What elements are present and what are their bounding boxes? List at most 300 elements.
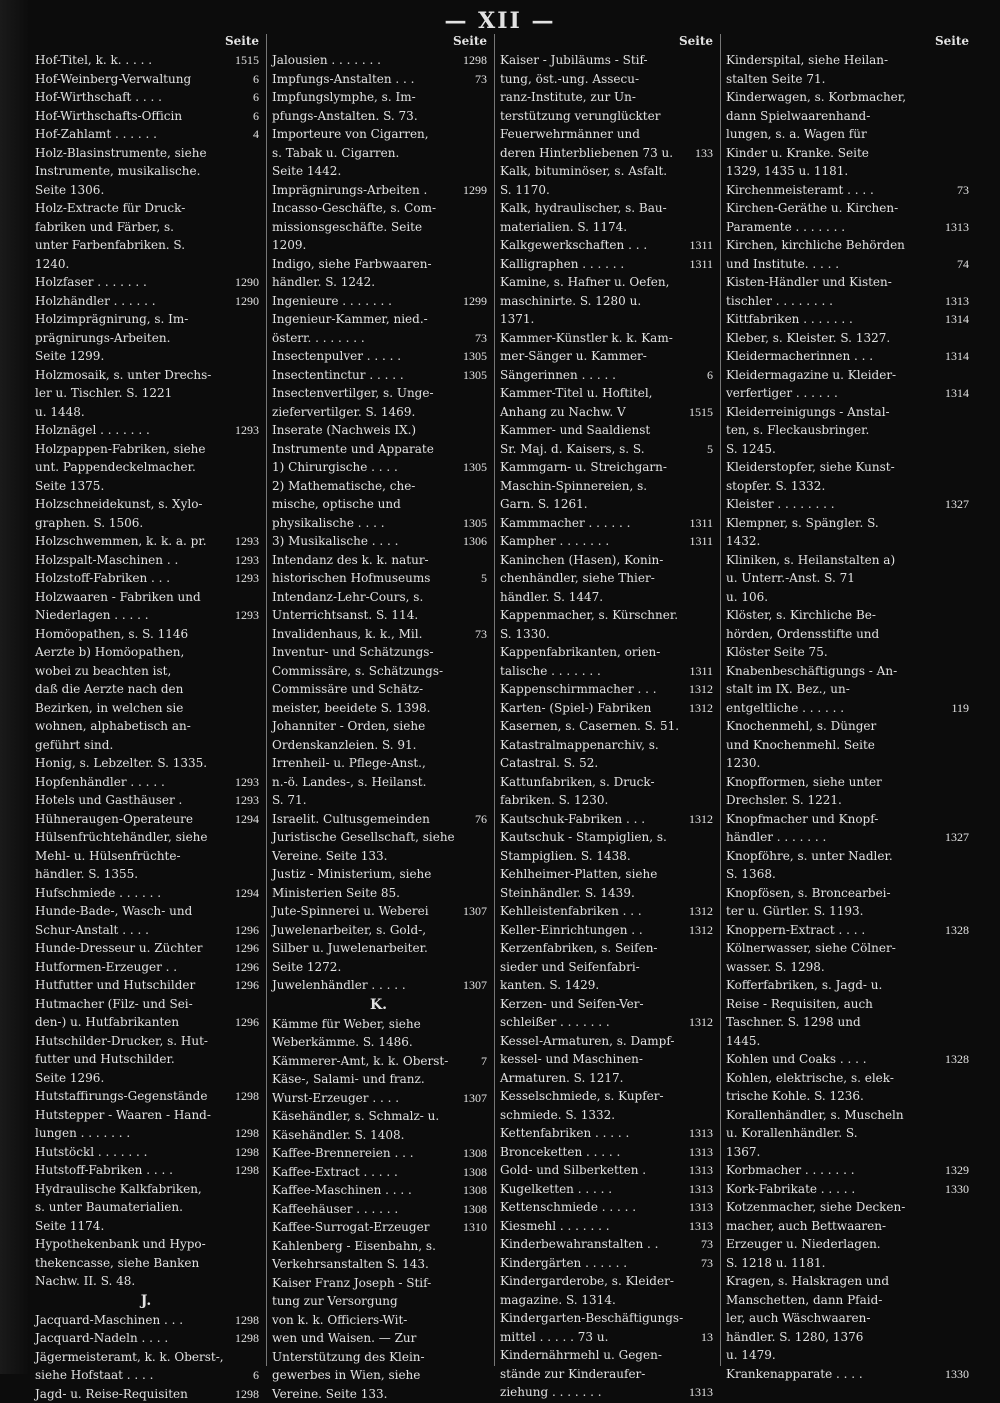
index-entry — [267, 532, 490, 551]
index-entry-page-number: 13 — [698, 1328, 716, 1347]
index-entry-page-number: 1298 — [232, 1124, 262, 1143]
index-entry-page-number: 1311 — [686, 532, 716, 551]
index-entry-page-number: 1327 — [942, 495, 972, 514]
index-entry — [495, 939, 716, 995]
index-entry-term: Kaiser Franz Joseph - Stif- tung zur Versorgung von k. k. Officiers-Wit- wen und Waisen. — Zur Unterstützung des Klein- gewerbes in Wien, siehe Vereine. Seite 133. — [272, 1274, 484, 1403]
index-entry-term: Kappenmacher, s. Kürschner. S. 1330. — [500, 606, 710, 643]
index-entry-page-number: 1314 — [942, 310, 972, 329]
index-entry — [30, 532, 262, 551]
index-entry — [267, 51, 490, 70]
index-entry-page-number: 4 — [250, 125, 262, 144]
index-entry-term: Kindernährmehl u. Gegen- stände zur Kinderaufer- ziehung . . . . . . . — [500, 1346, 686, 1402]
index-entry — [30, 292, 262, 311]
index-entry — [721, 366, 972, 403]
index-entry-term: Jacquard-Nadeln . . . . — [35, 1329, 232, 1348]
index-entry-term: Kessel-Armaturen, s. Dampf- kessel- und Maschinen- Armaturen. S. 1217. — [500, 1032, 710, 1088]
index-entry — [495, 902, 716, 921]
index-entry — [267, 902, 490, 921]
index-entry-page-number: 1298 — [460, 51, 490, 70]
index-entry-term: Holzfaser . . . . . . . — [35, 273, 232, 292]
index-entry-term: Invalidenhaus, k. k., Mil. — [272, 625, 472, 644]
index-entry-term: Kleidermagazine u. Kleider- verfertiger . . . . . . — [726, 366, 942, 403]
index-entry-page-number: 1330 — [942, 1180, 972, 1199]
index-entry-page-number: 1293 — [232, 421, 262, 440]
index-entry-term: Kittfabriken . . . . . . . — [726, 310, 942, 329]
index-entry — [495, 1217, 716, 1236]
index-entry-term: Kettenfabriken . . . . . — [500, 1124, 686, 1143]
index-entry — [495, 680, 716, 699]
index-entry-page-number: 1327 — [942, 828, 972, 847]
index-entry-term: Irrenheil- u. Pflege-Anst., n.-ö. Landes-, s. Heilanst. S. 71. — [272, 754, 484, 810]
index-entry — [495, 773, 716, 810]
index-entry — [267, 828, 490, 865]
index-entry — [721, 1180, 972, 1199]
index-entry-page-number: 1298 — [232, 1087, 262, 1106]
index-entry — [30, 125, 262, 144]
index-entry-page-number: 73 — [698, 1235, 716, 1254]
index-entry-term: Justiz - Ministerium, siehe Ministerien Seite 85. — [272, 865, 484, 902]
index-entry-page-number: 1294 — [232, 884, 262, 903]
index-entry-term: Israelit. Cultusgemeinden — [272, 810, 472, 829]
index-entry-term: Kleber, s. Kleister. S. 1327. — [726, 329, 966, 348]
index-entry-term: Kalk, hydraulischer, s. Bau- materialien. S. 1174. — [500, 199, 710, 236]
index-entry-term: Hof-Titel, k. k. . . . . — [35, 51, 232, 70]
index-entry-term: Knochenmehl, s. Dünger und Knochenmehl. Seite 1230. — [726, 717, 966, 773]
index-entry-page-number: 1313 — [686, 1180, 716, 1199]
index-entry-page-number: 1305 — [460, 366, 490, 385]
index-entry-page-number: 74 — [954, 255, 972, 274]
index-entry-term: Homöopathen, s. S. 1146 Aerzte b) Homöopathen, wobei zu beachten ist, daß die Aerzte nach den Bezirken, in welchen sie wohnen, alphabetisch an- geführt sind. — [35, 625, 256, 755]
index-entry-term: Kleiderreinigungs - Anstal- ten, s. Fleckausbringer. S. 1245. — [726, 403, 966, 459]
index-entry-page-number: 1311 — [686, 514, 716, 533]
index-entry-page-number: 1293 — [232, 569, 262, 588]
index-entry — [495, 810, 716, 829]
index-entry-page-number: 1308 — [460, 1144, 490, 1163]
index-entry-page-number: 6 — [250, 70, 262, 89]
index-entry-term: Kämmerer-Amt, k. k. Oberst- — [272, 1052, 478, 1071]
index-entry — [721, 403, 972, 459]
index-entry — [721, 1069, 972, 1106]
index-entry — [30, 1385, 262, 1403]
index-entry-term: Kammmacher . . . . . . — [500, 514, 686, 533]
index-entry — [495, 1346, 716, 1402]
index-entry-term: Hühneraugen-Operateure — [35, 810, 232, 829]
index-entry-page-number: 1293 — [232, 606, 262, 625]
index-entry-term: Hof-Wirthschaft . . . . — [35, 88, 250, 107]
index-entry-term: Hutschilder-Drucker, s. Hut- futter und Hutschilder. Seite 1296. — [35, 1032, 256, 1088]
index-entry-term: Kinderbewahranstalten . . — [500, 1235, 698, 1254]
index-entry — [721, 551, 972, 607]
index-entry — [30, 1032, 262, 1088]
index-entry-term: Juwelenhändler . . . . . — [272, 976, 460, 995]
index-entry — [267, 1274, 490, 1403]
index-entry-page-number: 5 — [478, 569, 490, 588]
index-entry — [30, 1348, 262, 1385]
index-entry — [721, 717, 972, 773]
index-entry-term: Hutstoff-Fabriken . . . . — [35, 1161, 232, 1180]
index-entry-term: Hülsenfrüchtehändler, siehe Mehl- u. Hülsenfrüchte- händler. S. 1355. — [35, 828, 256, 884]
index-entry-page-number: 73 — [954, 181, 972, 200]
index-entry — [495, 1032, 716, 1088]
index-entry-term: Importeure von Cigarren, s. Tabak u. Cigarren. Seite 1442. — [272, 125, 484, 181]
index-entry — [495, 1087, 716, 1124]
index-entry — [267, 810, 490, 829]
index-entry — [267, 292, 490, 311]
index-entry-term: Kerzen- und Seifen-Ver- schleißer . . . . . . . — [500, 995, 686, 1032]
index-entry-term: Kammer- und Saaldienst Sr. Maj. d. Kaisers, s. S. — [500, 421, 704, 458]
index-entry-page-number: 1312 — [686, 810, 716, 829]
index-entry-page-number: 1313 — [686, 1217, 716, 1236]
index-entry-term: Kattunfabriken, s. Druck- fabriken. S. 1230. — [500, 773, 710, 810]
index-entry — [30, 107, 262, 126]
index-entry — [267, 717, 490, 754]
index-entry-term: Kragen, s. Halskragen und Manschetten, dann Pfaid- ler, auch Wäschwaaren- händler. S. 1280, 1376 u. 1479. — [726, 1272, 966, 1365]
index-entry — [267, 255, 490, 292]
index-entry-term: Kehlleistenfabriken . . . — [500, 902, 686, 921]
index-entry-term: Hutstöckl . . . . . . . — [35, 1143, 232, 1162]
index-entry — [267, 643, 490, 717]
index-entry-term: Jagd- u. Reise-Requisiten — [35, 1385, 232, 1403]
index-entry-term: Knopfmacher und Knopf- händler . . . . . . . — [726, 810, 942, 847]
index-entry — [30, 1311, 262, 1330]
index-entry-term: Inserate (Nachweis IX.) — [272, 421, 484, 440]
index-entry-page-number: 1515 — [232, 51, 262, 70]
index-entry-page-number: 1330 — [942, 1365, 972, 1384]
index-entry-term: Kisten-Händler und Kisten- tischler . . . . . . . . — [726, 273, 942, 310]
index-entry — [495, 717, 716, 736]
index-entry — [721, 939, 972, 976]
index-entry — [30, 440, 262, 496]
index-entry — [721, 310, 972, 329]
index-entry — [721, 773, 972, 810]
index-entry-page-number: 119 — [948, 699, 972, 718]
index-entry-term: Intendanz-Lehr-Cours, s. Unterrichtsanst. S. 114. — [272, 588, 484, 625]
index-entry — [267, 199, 490, 255]
index-entry — [495, 995, 716, 1032]
index-entry — [267, 310, 490, 347]
index-entry-term: Kahlenberg - Eisenbahn, s. Verkehrsanstalten S. 143. — [272, 1237, 484, 1274]
index-entry — [721, 662, 972, 718]
index-entry — [495, 514, 716, 533]
index-entry — [267, 88, 490, 125]
index-entry — [30, 791, 262, 810]
index-entry-term: Insectenpulver . . . . . — [272, 347, 460, 366]
index-entry-term: Inventur- und Schätzungs- Commissäre, s. Schätzungs- Commissäre und Schätz- meister, beeidete S. 1398. — [272, 643, 484, 717]
index-entry-term: Impfungs-Anstalten . . . — [272, 70, 472, 89]
index-entry-term: Kleiderstopfer, siehe Kunst- stopfer. S. 1332. — [726, 458, 966, 495]
index-entry — [495, 421, 716, 458]
index-entry-page-number: 1307 — [460, 976, 490, 995]
index-entry — [30, 754, 262, 773]
index-entry — [721, 514, 972, 551]
index-entry-term: Kamine, s. Hafner u. Oefen, maschinirte. S. 1280 u. 1371. — [500, 273, 710, 329]
index-entry-term: Kohlen und Coaks . . . . — [726, 1050, 942, 1069]
index-entry-term: Kappenschirmmacher . . . — [500, 680, 686, 699]
index-entry-page-number: 1310 — [460, 1218, 490, 1237]
index-entry — [495, 199, 716, 236]
index-entry-page-number: 6 — [704, 366, 716, 385]
index-entry — [267, 347, 490, 366]
index-entry — [30, 495, 262, 532]
index-entry-term: Kammer-Künstler k. k. Kam- mer-Sänger u. Kammer- Sängerinnen . . . . . — [500, 329, 704, 385]
index-entry-page-number: 1313 — [686, 1143, 716, 1162]
index-entry — [721, 1161, 972, 1180]
index-entry-term: Holzschwemmen, k. k. a. pr. — [35, 532, 232, 551]
index-entry — [721, 495, 972, 514]
index-entry-page-number: 1313 — [942, 218, 972, 237]
index-entry — [267, 1163, 490, 1182]
index-entry — [721, 1106, 972, 1162]
index-entry-term: 3) Musikalische . . . . — [272, 532, 460, 551]
index-entry — [30, 884, 262, 903]
index-entry-term: Käsehändler, s. Schmalz- u. Käsehändler. S. 1408. — [272, 1107, 484, 1144]
index-column-4 — [720, 34, 972, 1366]
index-entry — [267, 1052, 490, 1071]
index-entry-term: Kautschuk - Stampiglien, s. Stampiglien. S. 1438. — [500, 828, 710, 865]
index-entry-term: Kämme für Weber, siehe Weberkämme. S. 1486. — [272, 1015, 484, 1052]
index-entry — [267, 865, 490, 902]
index-entry — [30, 976, 262, 995]
index-entry — [721, 884, 972, 921]
index-entry — [30, 551, 262, 570]
index-entry-term: Kindergärten . . . . . . — [500, 1254, 698, 1273]
index-entry-page-number: 1296 — [232, 921, 262, 940]
index-entry-term: Kleidermacherinnen . . . — [726, 347, 942, 366]
index-entry — [30, 588, 262, 625]
column-header-seite: Seite — [495, 34, 716, 49]
index-entry — [721, 976, 972, 1050]
index-entry-term: Kaninchen (Hasen), Konin- chenhändler, siehe Thier- händler. S. 1447. — [500, 551, 710, 607]
index-entry-page-number: 1293 — [232, 551, 262, 570]
index-entry — [721, 1272, 972, 1365]
index-entry-term: Kaffee-Surrogat-Erzeuger — [272, 1218, 460, 1237]
index-entry — [30, 810, 262, 829]
index-entry — [30, 939, 262, 958]
index-entry-term: Juristische Gesellschaft, siehe Vereine. Seite 133. — [272, 828, 484, 865]
index-entry-page-number: 1313 — [942, 292, 972, 311]
index-entry-page-number: 1313 — [686, 1124, 716, 1143]
index-entry-page-number: 1290 — [232, 292, 262, 311]
index-entry-page-number: 1515 — [686, 403, 716, 422]
index-entry — [495, 1235, 716, 1254]
index-entry-term: Hutstepper - Waaren - Hand- lungen . . . . . . . — [35, 1106, 232, 1143]
index-entry-term: Kinderwagen, s. Korbmacher, dann Spielwaarenhand- lungen, s. a. Wagen für Kinder u. Kranke. Seite 1329, 1435 u. 1181. — [726, 88, 966, 181]
index-entry-page-number: 1294 — [232, 810, 262, 829]
index-entry-page-number: 1314 — [942, 347, 972, 366]
index-entry — [495, 736, 716, 773]
index-entry-page-number: 6 — [250, 107, 262, 126]
index-entry-term: Insectentinctur . . . . . — [272, 366, 460, 385]
index-entry-page-number: 1298 — [232, 1143, 262, 1162]
index-entry — [267, 70, 490, 89]
index-entry-term: Kohlen, elektrische, s. elek- trische Kohle. S. 1236. — [726, 1069, 966, 1106]
index-entry-term: Gold- und Silberketten . — [500, 1161, 686, 1180]
index-entry — [30, 310, 262, 366]
index-entry — [495, 51, 716, 162]
index-entry-page-number: 1312 — [686, 1013, 716, 1032]
index-entry — [30, 1143, 262, 1162]
index-entry-term: Kaffee-Extract . . . . . — [272, 1163, 460, 1182]
index-entry-page-number: 1311 — [686, 236, 716, 255]
index-entry-page-number: 1298 — [232, 1329, 262, 1348]
index-entry — [30, 88, 262, 107]
index-entry — [495, 1198, 716, 1217]
index-entry-term: Hunde-Dresseur u. Züchter — [35, 939, 232, 958]
index-entry-term: Hutstaffirungs-Gegenstände — [35, 1087, 232, 1106]
index-entry-term: Kehlheimer-Platten, siehe Steinhändler. S. 1439. — [500, 865, 710, 902]
index-entry — [30, 569, 262, 588]
index-entry-term: Krankenapparate . . . . — [726, 1365, 942, 1384]
index-entry-page-number: 1293 — [232, 532, 262, 551]
index-entry-page-number: 1298 — [232, 1385, 262, 1403]
index-entry-term: Ingenieur-Kammer, nied.- österr. . . . . . . . — [272, 310, 472, 347]
index-entry-term: Knoppern-Extract . . . . — [726, 921, 942, 940]
index-entry-page-number: 1308 — [460, 1181, 490, 1200]
index-entry — [495, 1161, 716, 1180]
index-entry — [721, 810, 972, 847]
index-entry-term: Keller-Einrichtungen . . — [500, 921, 686, 940]
index-entry-page-number: 1311 — [686, 662, 716, 681]
index-entry — [30, 773, 262, 792]
index-entry — [495, 1180, 716, 1199]
index-entry — [30, 1180, 262, 1236]
index-entry-page-number: 1296 — [232, 1013, 262, 1032]
index-entry-page-number: 73 — [472, 70, 490, 89]
index-entry — [267, 477, 490, 533]
index-entry — [495, 1124, 716, 1143]
index-entry-term: Holz-Blasinstrumente, siehe Instrumente, musikalische. Seite 1306. — [35, 144, 256, 200]
index-entry — [721, 199, 972, 236]
index-entry-page-number: 1296 — [232, 976, 262, 995]
index-entry — [30, 1106, 262, 1143]
index-entry-term: Katastralmappenarchiv, s. Catastral. S. 52. — [500, 736, 710, 773]
index-entry-term: Hof-Zahlamt . . . . . . — [35, 125, 250, 144]
index-entry-page-number: 1290 — [232, 273, 262, 292]
index-entry-page-number: 1296 — [232, 939, 262, 958]
index-entry — [267, 125, 490, 181]
index-entry-page-number: 1305 — [460, 514, 490, 533]
index-entry-term: Knabenbeschäftigungs - An- stalt im IX. Bez., un- entgeltliche . . . . . . — [726, 662, 948, 718]
index-entry-term: Bronceketten . . . . . — [500, 1143, 686, 1162]
index-entry-term: Juwelenarbeiter, s. Gold-, Silber u. Juwelenarbeiter. Seite 1272. — [272, 921, 484, 977]
index-entry-term: Karten- (Spiel-) Fabriken — [500, 699, 686, 718]
index-entry — [30, 51, 262, 70]
index-entry — [30, 1087, 262, 1106]
index-entry — [721, 606, 972, 662]
index-entry-term: 2) Mathematische, che- mische, optische und physikalische . . . . — [272, 477, 460, 533]
index-entry — [721, 847, 972, 884]
index-entry — [267, 921, 490, 977]
index-entry-term: Holzwaaren - Fabriken und Niederlagen . . . . . — [35, 588, 232, 625]
index-entry-term: Kiesmehl . . . . . . . — [500, 1217, 686, 1236]
index-entry-page-number: 1311 — [686, 255, 716, 274]
index-entry-term: Jägermeisteramt, k. k. Oberst-, siehe Hofstaat . . . . — [35, 1348, 250, 1385]
index-entry — [721, 1365, 972, 1384]
index-entry — [495, 643, 716, 680]
index-entry — [495, 329, 716, 385]
index-entry-term: Kindergarten-Beschäftigungs- mittel . . . . . 73 u. — [500, 1309, 698, 1346]
index-entry-term: Insectenvertilger, s. Unge- ziefervertilger. S. 1469. — [272, 384, 484, 421]
index-entry-term: Hydraulische Kalkfabriken, s. unter Baumaterialien. Seite 1174. — [35, 1180, 256, 1236]
index-entry-term: Kinderspital, siehe Heilan- stalten Seite 71. — [726, 51, 966, 88]
index-entry-page-number: 1313 — [686, 1161, 716, 1180]
index-entry — [721, 921, 972, 940]
index-entry-page-number: 1328 — [942, 1050, 972, 1069]
column-header-seite: Seite — [30, 34, 262, 49]
index-entry-term: Knopföhre, s. unter Nadler. S. 1368. — [726, 847, 966, 884]
index-entry-term: Klempner, s. Spängler. S. 1432. — [726, 514, 966, 551]
index-entry — [267, 384, 490, 421]
index-entry — [30, 144, 262, 200]
index-entry-term: Hotels und Gasthäuser . — [35, 791, 232, 810]
index-entry-page-number: 1328 — [942, 921, 972, 940]
index-entry — [721, 273, 972, 310]
index-entry — [721, 181, 972, 200]
index-entry-term: Kasernen, s. Casernen. S. 51. — [500, 717, 710, 736]
index-entry — [267, 440, 490, 477]
index-entry-term: Kalk, bituminöser, s. Asfalt. S. 1170. — [500, 162, 710, 199]
index-entry-term: Klöster, s. Kirchliche Be- hörden, Ordensstifte und Klöster Seite 75. — [726, 606, 966, 662]
index-entry-page-number: 1307 — [460, 1089, 490, 1108]
index-entry-term: Holzhändler . . . . . . — [35, 292, 232, 311]
index-entry — [495, 1254, 716, 1273]
index-entry — [495, 273, 716, 329]
index-entry — [30, 625, 262, 755]
index-entry-term: Hutfutter und Hutschilder — [35, 976, 232, 995]
index-entry-term: Kaffeehäuser . . . . . . — [272, 1200, 460, 1219]
index-entry-page-number: 76 — [472, 810, 490, 829]
index-entry-page-number: 1329 — [942, 1161, 972, 1180]
index-entry — [721, 51, 972, 88]
index-entry — [267, 754, 490, 810]
index-entry-term: Kofferfabriken, s. Jagd- u. Reise - Requisiten, auch Taschner. S. 1298 und 1445. — [726, 976, 966, 1050]
index-entry — [267, 366, 490, 385]
index-entry-page-number: 73 — [472, 625, 490, 644]
index-entry-page-number: 133 — [692, 144, 716, 163]
index-entry-term: Ingenieure . . . . . . . — [272, 292, 460, 311]
index-entry — [721, 347, 972, 366]
index-entry-term: Kliniken, s. Heilanstalten a) u. Unterr.-Anst. S. 71 u. 106. — [726, 551, 966, 607]
index-entry — [267, 1070, 490, 1107]
index-entry-term: Kleister . . . . . . . . — [726, 495, 942, 514]
index-entry-term: Kölnerwasser, siehe Cölner- wasser. S. 1298. — [726, 939, 966, 976]
index-entry — [267, 588, 490, 625]
index-entry — [495, 255, 716, 274]
index-entry-term: Korbmacher . . . . . . . — [726, 1161, 942, 1180]
index-entry-page-number: 1293 — [232, 773, 262, 792]
column-header-seite: Seite — [721, 34, 972, 49]
index-entry-term: Holz-Extracte für Druck- fabriken und Färber, s. unter Farbenfabriken. S. 1240. — [35, 199, 256, 273]
index-entry-term: Holzspalt-Maschinen . . — [35, 551, 232, 570]
index-entry-term: Kirchenmeisteramt . . . . — [726, 181, 954, 200]
index-entry-page-number: 1312 — [686, 680, 716, 699]
index-entry-term: Kaffee-Maschinen . . . . — [272, 1181, 460, 1200]
index-entry-page-number: 1313 — [686, 1383, 716, 1402]
section-letter: J. — [30, 1291, 262, 1311]
index-entry-page-number: 1305 — [460, 347, 490, 366]
index-entry — [495, 865, 716, 902]
index-entry-term: Holzmosaik, s. unter Drechs- ler u. Tischler. S. 1221 u. 1448. — [35, 366, 256, 422]
index-entry-page-number: 1293 — [232, 791, 262, 810]
column-header-seite: Seite — [267, 34, 490, 49]
index-entry-page-number: 1312 — [686, 699, 716, 718]
index-entry — [267, 976, 490, 995]
index-entry — [267, 1237, 490, 1274]
index-entry-term: Kindergarderobe, s. Kleider- magazine. S. 1314. — [500, 1272, 710, 1309]
index-entry-term: Hutformen-Erzeuger . . — [35, 958, 232, 977]
index-entry — [495, 236, 716, 255]
index-entry — [30, 366, 262, 422]
